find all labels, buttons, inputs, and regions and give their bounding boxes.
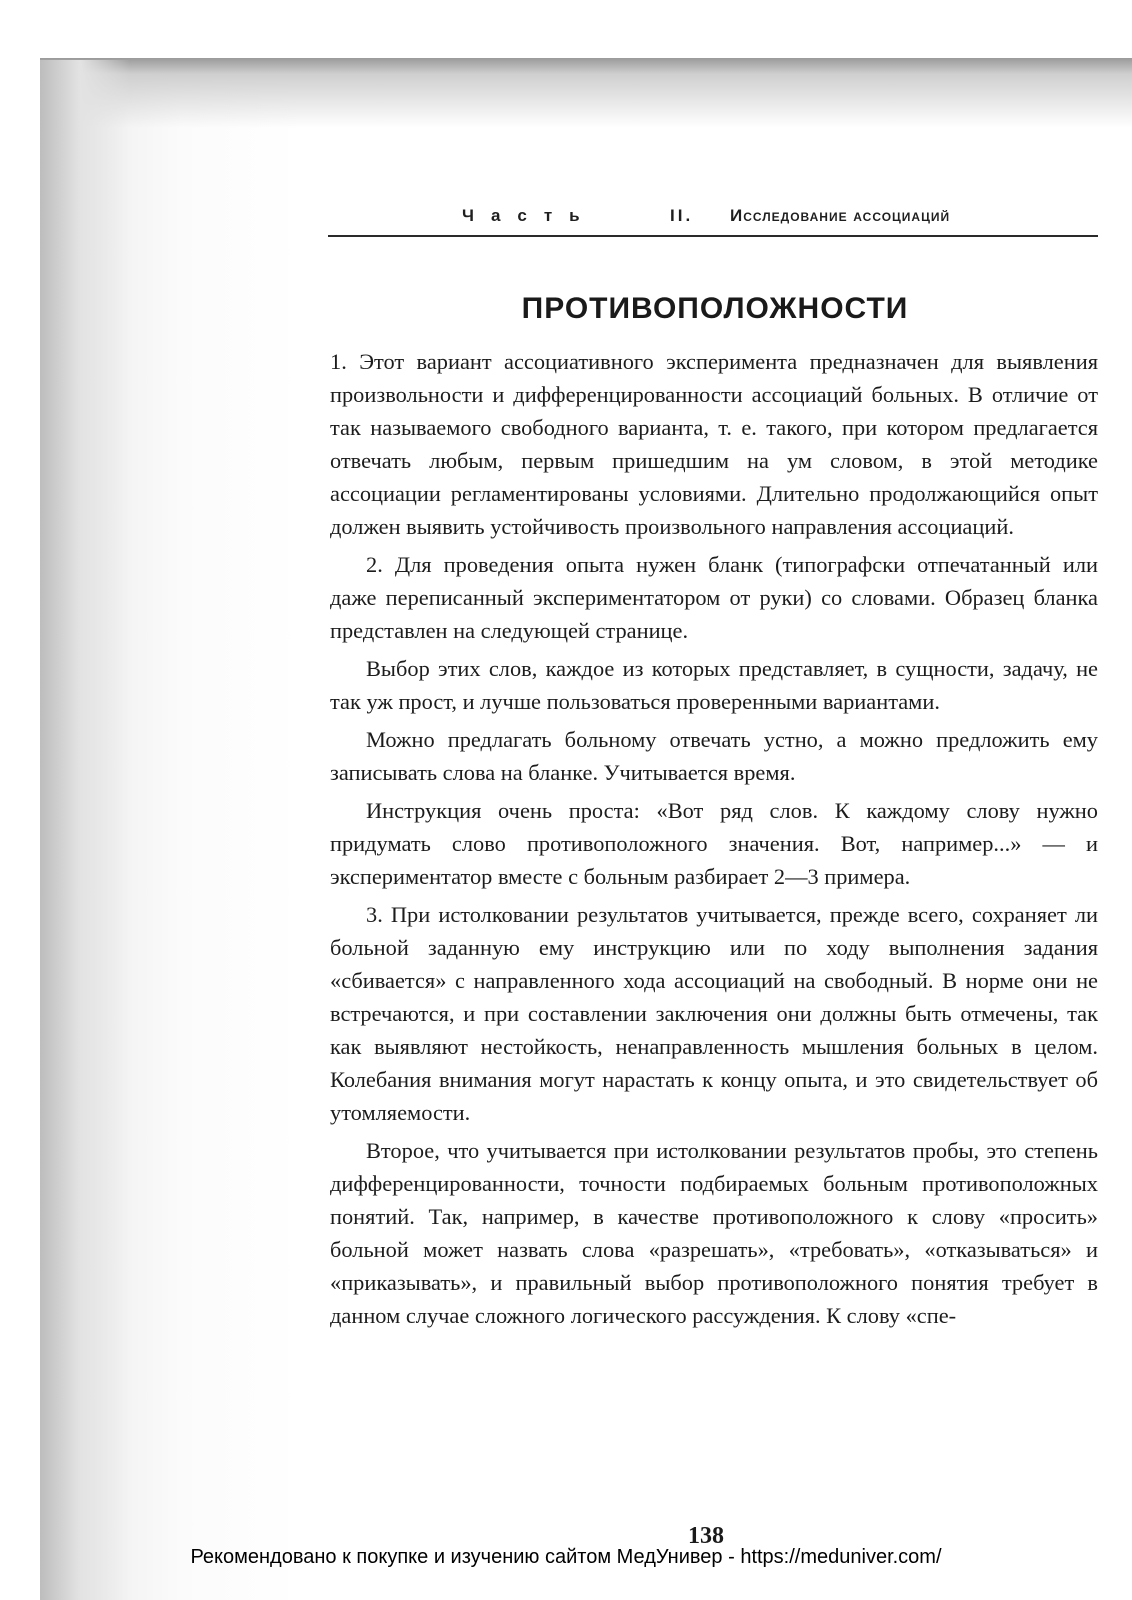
running-head-section: Исследование ассоциаций xyxy=(730,206,951,225)
paragraph: Можно предлагать больному отвечать устно, а можно предложить ему записывать слова на бланке. Учитывается время. xyxy=(330,727,1098,785)
watermark-recommendation: Рекомендовано к покупке и изучению сайтом МедУнивер - https://meduniver.com/ xyxy=(190,1546,942,1568)
header-rule xyxy=(328,235,1098,237)
running-head-part-number: II. xyxy=(670,206,694,225)
book-spine-shadow xyxy=(40,60,130,1600)
running-head-part-word: Часть xyxy=(462,206,597,225)
paragraph: 3. При истолковании результатов учитывается, прежде всего, сохраняет ли больной заданную ему инструкцию или по ходу выполнения задания «сбивается» с направленного хода ассоциаций на свободный. В норме они не встречаются, и при составлении заключения они должны быть отмечены, так как выявляют нестойкость, ненаправленность мышления больных в целом. Колебания внимания могут нарастать к концу опыта, и это свидетельствует об утомляемости. xyxy=(330,902,1098,1125)
body-text xyxy=(330,345,1098,1337)
paragraph: 2. Для проведения опыта нужен бланк (типографски отпечатанный или даже переписанный экспериментатором от руки) со словами. Образец бланка представлен на следующей странице. xyxy=(330,552,1098,643)
page-number: 138 xyxy=(688,1523,724,1549)
chapter-title: ПРОТИВОПОЛОЖНОСТИ xyxy=(521,292,909,325)
paragraph: Второе, что учитывается при истолковании результатов пробы, это степень дифференцированности, точности подбираемых больным противоположных понятий. Так, например, в качестве противоположного к слову «просить» больной может назвать слова «разрешать», «требовать», «отказываться» и «приказывать», и правильный выбор противоположного понятия требует в данном случае сложного логического рассуждения. К слову «спе- xyxy=(330,1138,1098,1328)
paragraph: Выбор этих слов, каждое из которых представляет, в сущности, задачу, не так уж прост, и лучше пользоваться проверенными вариантами. xyxy=(330,656,1098,714)
paragraph: Инструкция очень проста: «Вот ряд слов. К каждому слову нужно придумать слово противоположного значения. Вот, например...» — и экспериментатор вместе с больным разбирает 2—3 примера. xyxy=(330,798,1098,889)
paragraph: 1. Этот вариант ассоциативного эксперимента предназначен для выявления произвольности и дифференцированности ассоциаций больных. В отличие от так называемого свободного варианта, т. е. такого, при котором предлагается отвечать любым, первым пришедшим на ум словом, в этой методике ассоциации регламентированы условиями. Длительно продолжающийся опыт должен выявить устойчивость произвольного направления ассоциаций. xyxy=(330,349,1098,539)
